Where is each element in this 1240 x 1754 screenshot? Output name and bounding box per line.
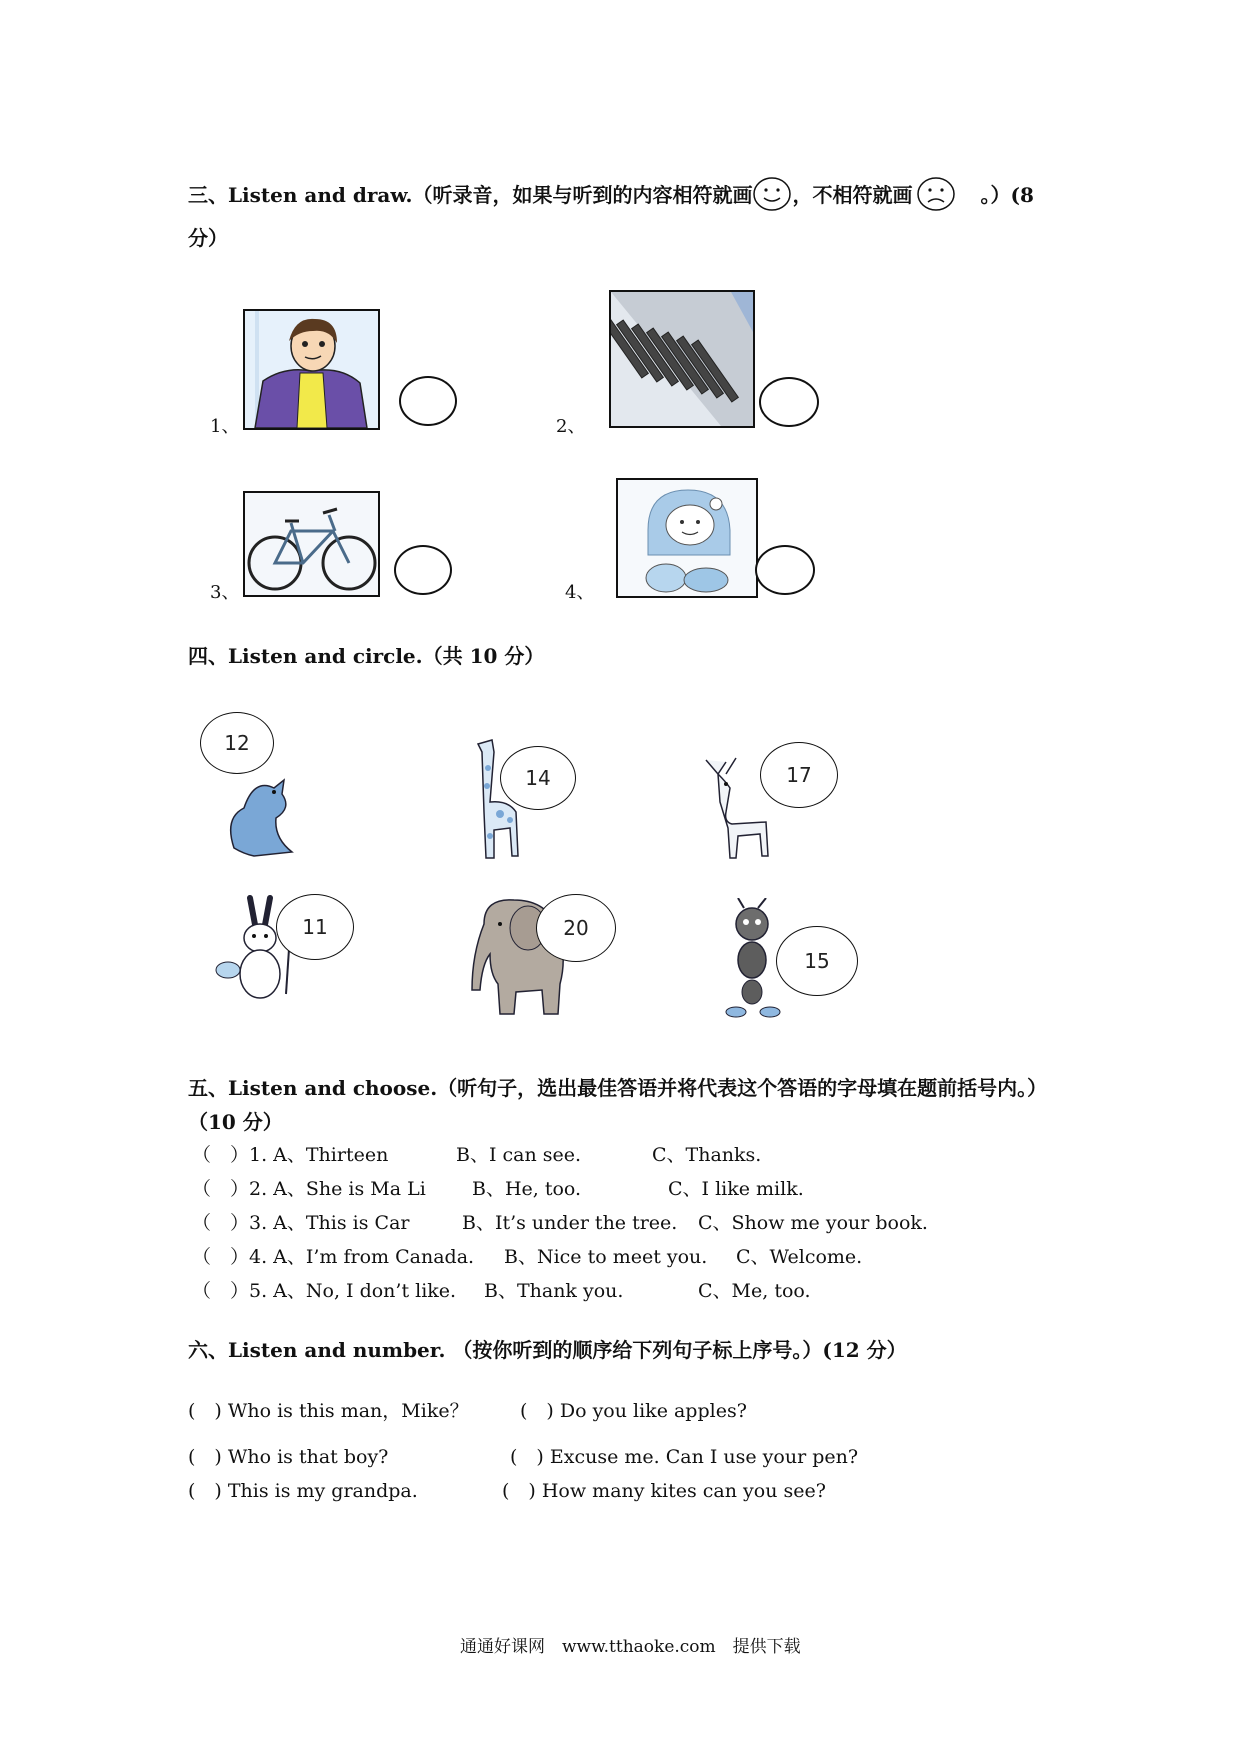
question-row: （ ）1. A、Thirteen — [192, 1144, 389, 1166]
option-c: C、Thanks. — [652, 1144, 762, 1166]
number-sentence: ( ) How many kites can you see? — [502, 1480, 826, 1502]
option-c: C、I like milk. — [668, 1178, 804, 1200]
item-number: 2、 — [556, 416, 586, 437]
question-row: （ ）3. A、This is Car — [192, 1212, 410, 1234]
section3-title: 三、Listen and draw.（听录音，如果与听到的内容相符就画 ，不相符就画 。）(8 — [188, 176, 1034, 217]
option-b: B、I can see. — [456, 1144, 582, 1166]
answer-oval[interactable] — [759, 377, 819, 427]
question-row: （ ）4. A、I’m from Canada. — [192, 1246, 475, 1268]
item-number: 3、 — [210, 582, 240, 603]
question-row: （ ）2. A、She is Ma Li — [192, 1178, 426, 1200]
item-number: 1、 — [210, 416, 240, 437]
answer-oval[interactable] — [399, 376, 457, 426]
number-bubble[interactable]: 14 — [500, 746, 576, 810]
kangaroo-icon — [214, 768, 310, 860]
pens-picture — [609, 290, 755, 428]
number-bubble[interactable]: 15 — [776, 926, 858, 996]
number-bubble[interactable]: 12 — [200, 712, 274, 774]
number-bubble[interactable]: 17 — [760, 742, 838, 808]
option-b: B、He, too. — [472, 1178, 582, 1200]
option-b: B、Nice to meet you. — [504, 1246, 708, 1268]
question-row: （ ）5. A、No, I don’t like. — [192, 1280, 457, 1302]
option-b: B、Thank you. — [484, 1280, 624, 1302]
girl-drawing-picture — [616, 478, 758, 598]
answer-oval[interactable] — [755, 545, 815, 595]
item-number: 4、 — [565, 582, 595, 603]
section5-title: 五、Listen and choose.（听句子，选出最佳答语并将代表这个答语的字母填在题前括号内。） — [188, 1076, 1048, 1100]
section4-title: 四、Listen and circle.（共 10 分） — [188, 644, 545, 668]
number-sentence: ( ) Do you like apples? — [520, 1400, 747, 1422]
option-c: C、Me, too. — [698, 1280, 811, 1302]
number-bubble[interactable]: 11 — [276, 894, 354, 960]
number-sentence: ( ) Who is that boy? — [188, 1446, 389, 1468]
bicycle-picture — [243, 491, 380, 597]
option-c: C、Welcome. — [736, 1246, 863, 1268]
sad-face-icon — [916, 176, 956, 217]
number-sentence: ( ) This is my grandpa. — [188, 1480, 418, 1502]
section3-title-cont: 分） — [188, 226, 228, 250]
number-sentence: ( ) Excuse me. Can I use your pen? — [510, 1446, 859, 1468]
smiley-face-icon — [752, 176, 792, 217]
section6-title: 六、Listen and number. （按你听到的顺序给下列句子标上序号。）(12 分） — [188, 1338, 907, 1362]
section5-score: （10 分） — [188, 1110, 283, 1134]
man-picture — [243, 309, 380, 430]
option-b: B、It’s under the tree. — [462, 1212, 678, 1234]
footer-text: 通通好课网 www.tthaoke.com 提供下载 — [460, 1637, 801, 1657]
answer-oval[interactable] — [394, 545, 452, 595]
number-sentence: ( ) Who is this man，Mike？ — [188, 1400, 469, 1422]
number-bubble[interactable]: 20 — [536, 894, 616, 962]
option-c: C、Show me your book. — [698, 1212, 928, 1234]
